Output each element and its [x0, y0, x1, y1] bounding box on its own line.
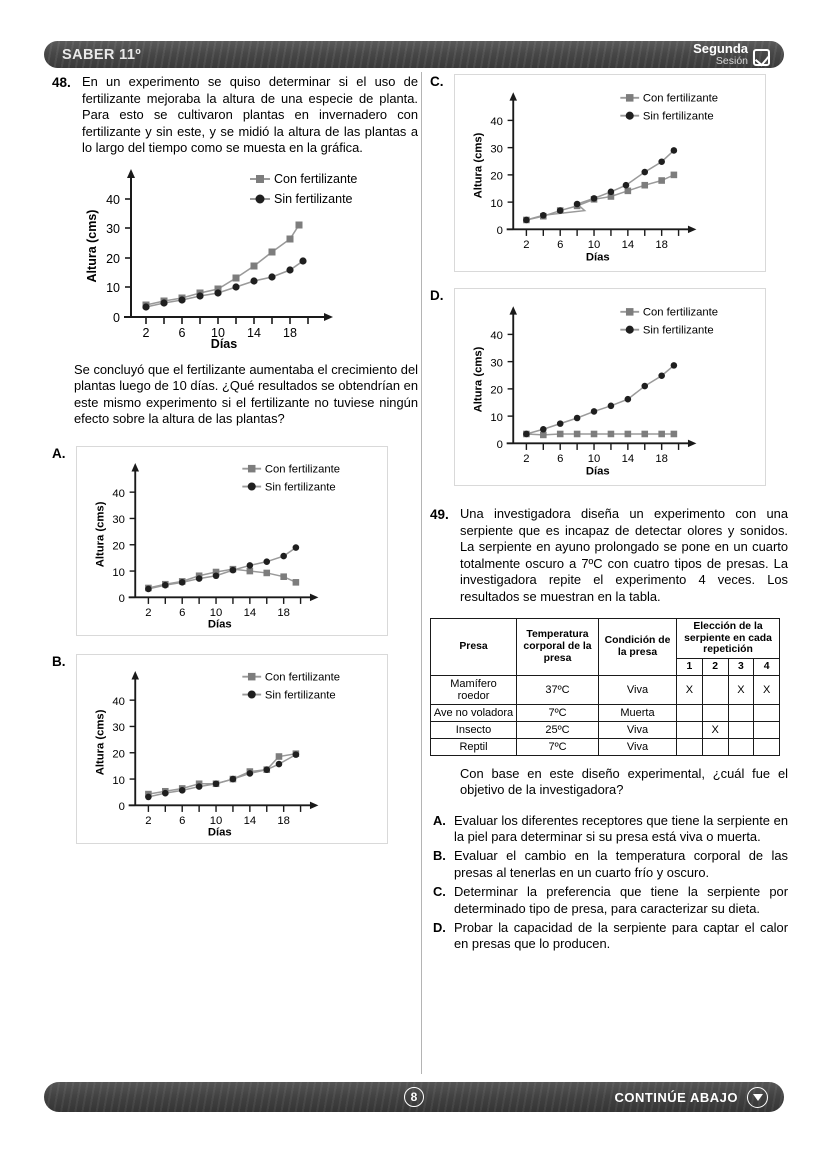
svg-text:0: 0 — [496, 225, 503, 238]
svg-text:6: 6 — [557, 239, 564, 252]
svg-text:40: 40 — [112, 487, 125, 500]
option-b[interactable] — [52, 654, 418, 844]
chart-legend — [242, 463, 340, 493]
th-temperature: Temperatura corporal de la presa — [517, 619, 599, 676]
svg-text:10: 10 — [106, 280, 120, 295]
question-48-number: 48. — [52, 75, 71, 90]
table-row — [431, 738, 780, 755]
svg-text:18: 18 — [655, 453, 668, 466]
svg-text:30: 30 — [490, 357, 503, 370]
cell-temperature: 37ºC — [517, 675, 599, 704]
svg-text:20: 20 — [490, 384, 503, 397]
right-column — [430, 74, 788, 956]
series-sin-fertilizante — [142, 257, 306, 310]
cell-rep-3: X — [728, 675, 754, 704]
stem-chart-svg — [74, 165, 404, 350]
svg-text:14: 14 — [243, 606, 257, 619]
cell-rep-1: X — [677, 675, 703, 704]
answer-option-a[interactable] — [430, 813, 788, 846]
chart-legend — [620, 307, 718, 337]
column-divider — [421, 72, 422, 1074]
question-48-stem: En un experimento se quiso determinar si el uso de fertilizante mejoraba la altura de una especie de planta. Para esto se cultivaron plantas en invernadero con fertilizante y sin este, y se midió la altura de las plantas a lo largo del tiempo como se muesta en la gráfica. — [82, 74, 418, 156]
svg-text:18: 18 — [277, 606, 290, 619]
svg-text:10: 10 — [209, 606, 223, 619]
cell-rep-2: X — [702, 721, 728, 738]
svg-text:10: 10 — [587, 453, 601, 466]
svg-text:Con fertilizante: Con fertilizante — [264, 463, 341, 476]
svg-text:18: 18 — [655, 239, 668, 252]
option-c[interactable] — [430, 74, 788, 272]
svg-text:10: 10 — [211, 325, 225, 340]
svg-text:20: 20 — [106, 251, 120, 266]
exam-title: SABER 11º — [62, 46, 142, 63]
svg-text:Sin fertilizante: Sin fertilizante — [642, 110, 714, 123]
option-d-chart-svg — [455, 289, 765, 485]
svg-text:Altura (cms): Altura (cms) — [94, 709, 107, 775]
svg-text:0: 0 — [118, 592, 125, 605]
cell-rep-4: X — [754, 675, 780, 704]
checkbox-checked-icon — [753, 49, 770, 66]
chart-legend — [620, 93, 718, 123]
cell-condition: Viva — [599, 738, 677, 755]
cell-prey: Reptil — [431, 738, 517, 755]
option-c-letter: C. — [430, 74, 444, 89]
option-d-letter: D. — [430, 288, 444, 303]
option-b-letter: B. — [52, 653, 66, 669]
answer-option-b[interactable] — [430, 848, 788, 881]
option-a-letter: A. — [52, 445, 66, 461]
svg-text:0: 0 — [113, 310, 120, 325]
svg-text:40: 40 — [490, 116, 503, 129]
table-row — [431, 675, 780, 704]
svg-text:6: 6 — [179, 606, 186, 619]
svg-text:10: 10 — [112, 774, 125, 787]
question-48-question: Se concluyó que el fertilizante aumentaba el crecimiento del plantas luego de 10 días. ¿Qué resultados se obtendrían en este mismo experimento si el fertilizante no tuviese ningún efecto sobre la altura de las plantas? — [74, 361, 418, 427]
answer-d-text: Probar la capacidad de la serpiente para captar el calor en presas que lo producen. — [454, 920, 788, 952]
svg-text:18: 18 — [283, 325, 297, 340]
svg-text:6: 6 — [179, 814, 186, 827]
th-rep-1: 1 — [677, 659, 703, 676]
svg-text:2: 2 — [145, 814, 152, 827]
cell-rep-2 — [702, 704, 728, 721]
th-rep-2: 2 — [702, 659, 728, 676]
svg-text:10: 10 — [490, 197, 503, 210]
option-b-chart-svg — [77, 655, 387, 843]
svg-text:2: 2 — [523, 239, 530, 252]
series-sin-fertilizante — [145, 544, 299, 592]
cell-rep-3 — [728, 738, 754, 755]
cell-rep-2 — [702, 675, 728, 704]
svg-text:40: 40 — [112, 695, 125, 708]
cell-rep-1 — [677, 738, 703, 755]
answer-c-letter: C. — [433, 884, 446, 900]
prey-results-table — [430, 618, 780, 756]
option-d[interactable] — [430, 288, 788, 486]
cell-condition: Viva — [599, 675, 677, 704]
continue-block — [614, 1087, 768, 1108]
series-con-fertilizante — [145, 750, 299, 797]
svg-text:Con fertilizante: Con fertilizante — [274, 171, 358, 186]
svg-text:Sin fertilizante: Sin fertilizante — [642, 324, 714, 337]
svg-text:Días: Días — [210, 336, 238, 350]
cell-condition: Viva — [599, 721, 677, 738]
svg-text:10: 10 — [209, 814, 223, 827]
answer-b-text: Evaluar el cambio en la temperatura corporal de las presas al tenerlas en un cuarto frío y oscuro. — [454, 848, 788, 880]
svg-text:14: 14 — [621, 239, 635, 252]
svg-text:10: 10 — [587, 239, 601, 252]
cell-temperature: 25ºC — [517, 721, 599, 738]
svg-text:30: 30 — [112, 721, 125, 734]
svg-text:Altura (cms): Altura (cms) — [85, 209, 99, 283]
option-d-chart-box[interactable] — [454, 288, 766, 486]
svg-text:Sin fertilizante: Sin fertilizante — [274, 191, 353, 206]
svg-text:2: 2 — [142, 325, 150, 340]
cell-rep-3 — [728, 721, 754, 738]
svg-text:40: 40 — [490, 330, 503, 343]
question-49-answers — [430, 813, 788, 953]
cell-rep-4 — [754, 704, 780, 721]
question-49-number: 49. — [430, 507, 449, 522]
cell-rep-4 — [754, 738, 780, 755]
svg-text:2: 2 — [523, 453, 530, 466]
svg-text:Altura (cms): Altura (cms) — [94, 501, 107, 567]
cell-temperature: 7ºC — [517, 704, 599, 721]
answer-option-d[interactable] — [430, 920, 788, 953]
answer-a-text: Evaluar los diferentes receptores que tiene la serpiente en la piel para determinar si su presa está viva o muerta. — [454, 812, 788, 845]
footer-bar — [44, 1082, 784, 1112]
option-c-chart-svg — [455, 75, 765, 271]
chart-legend — [242, 671, 340, 701]
chart-legend — [250, 172, 357, 206]
svg-text:20: 20 — [490, 170, 503, 183]
cell-prey: Mamífero roedor — [431, 675, 517, 704]
answer-option-c[interactable] — [430, 884, 788, 917]
th-condition: Condición de la presa — [599, 619, 677, 676]
session-label: Sesión — [715, 55, 748, 68]
option-a-chart-svg — [77, 447, 387, 635]
series-con-fertilizante — [523, 431, 677, 439]
series-con-fertilizante — [143, 221, 303, 308]
svg-text:Días: Días — [207, 618, 232, 631]
cell-rep-1 — [677, 721, 703, 738]
svg-text:Días: Días — [585, 465, 610, 478]
svg-text:6: 6 — [178, 325, 186, 340]
series-sin-fertilizante — [523, 147, 677, 223]
header-session-block — [693, 42, 770, 67]
svg-text:Altura (cms): Altura (cms) — [472, 132, 485, 199]
option-a[interactable] — [52, 446, 418, 636]
svg-text:40: 40 — [106, 192, 120, 207]
cell-condition: Muerta — [599, 704, 677, 721]
svg-text:10: 10 — [112, 566, 125, 579]
svg-text:Sin fertilizante: Sin fertilizante — [264, 688, 336, 701]
series-con-fertilizante — [145, 566, 299, 591]
table-row — [431, 704, 780, 721]
svg-text:Días: Días — [585, 251, 610, 264]
left-column — [52, 74, 418, 844]
table-row — [431, 721, 780, 738]
svg-text:30: 30 — [106, 221, 120, 236]
svg-text:20: 20 — [112, 748, 125, 761]
option-a-chart-box[interactable] — [76, 446, 388, 636]
svg-text:0: 0 — [118, 800, 125, 813]
session-name: Segunda — [693, 41, 748, 57]
page-number-badge: 8 — [404, 1087, 424, 1107]
svg-text:Con fertilizante: Con fertilizante — [264, 671, 341, 684]
svg-text:Con fertilizante: Con fertilizante — [642, 306, 719, 319]
question-49-stem: Una investigadora diseña un experimento con una serpiente que es incapaz de detectar olores y sonidos. La serpiente en ayuno prolongado se pone en un cuarto totalmente oscuro a 7ºC con cuatro tipos de presas. La investigadora repite el experimento 4 veces. Los resultados se muestran en la tabla. — [460, 506, 788, 604]
cell-rep-2 — [702, 738, 728, 755]
answer-c-text: Determinar la preferencia que tiene la serpiente por determinado tipo de presa, para caracterizar su dieta. — [454, 884, 788, 916]
continue-label: CONTINÚE ABAJO — [614, 1089, 738, 1105]
svg-text:10: 10 — [490, 411, 503, 424]
svg-text:Con fertilizante: Con fertilizante — [642, 92, 719, 105]
cell-rep-4 — [754, 721, 780, 738]
svg-text:14: 14 — [243, 814, 257, 827]
svg-text:0: 0 — [496, 439, 503, 452]
table-header-row — [431, 619, 780, 659]
svg-text:6: 6 — [557, 453, 564, 466]
svg-text:14: 14 — [247, 325, 261, 340]
question-49-question: Con base en este diseño experimental, ¿cuál fue el objetivo de la investigadora? — [460, 765, 788, 798]
series-sin-fertilizante — [523, 362, 677, 437]
svg-text:2: 2 — [145, 606, 152, 619]
cell-prey: Ave no voladora — [431, 704, 517, 721]
cell-temperature: 7ºC — [517, 738, 599, 755]
question-49 — [430, 506, 788, 605]
svg-text:30: 30 — [490, 143, 503, 156]
th-rep-3: 3 — [728, 659, 754, 676]
svg-text:Sin fertilizante: Sin fertilizante — [264, 480, 336, 493]
svg-text:14: 14 — [621, 453, 635, 466]
answer-b-letter: B. — [433, 848, 446, 864]
svg-text:Días: Días — [207, 826, 232, 839]
question-48 — [52, 74, 418, 157]
th-choice-group: Elección de la serpiente en cada repetición — [677, 619, 780, 659]
answer-d-letter: D. — [433, 920, 446, 936]
option-b-chart-box[interactable] — [76, 654, 388, 844]
svg-text:18: 18 — [277, 814, 290, 827]
svg-text:30: 30 — [112, 513, 125, 526]
cell-prey: Insecto — [431, 721, 517, 738]
svg-text:Altura (cms): Altura (cms) — [472, 346, 485, 413]
th-prey: Presa — [431, 619, 517, 676]
svg-text:20: 20 — [112, 540, 125, 553]
header-bar — [44, 41, 784, 68]
th-rep-4: 4 — [754, 659, 780, 676]
answer-a-letter: A. — [433, 812, 446, 828]
question-48-stem-chart — [74, 165, 418, 350]
chevron-down-icon — [747, 1087, 768, 1108]
cell-rep-3 — [728, 704, 754, 721]
option-c-chart-box[interactable] — [454, 74, 766, 272]
cell-rep-1 — [677, 704, 703, 721]
